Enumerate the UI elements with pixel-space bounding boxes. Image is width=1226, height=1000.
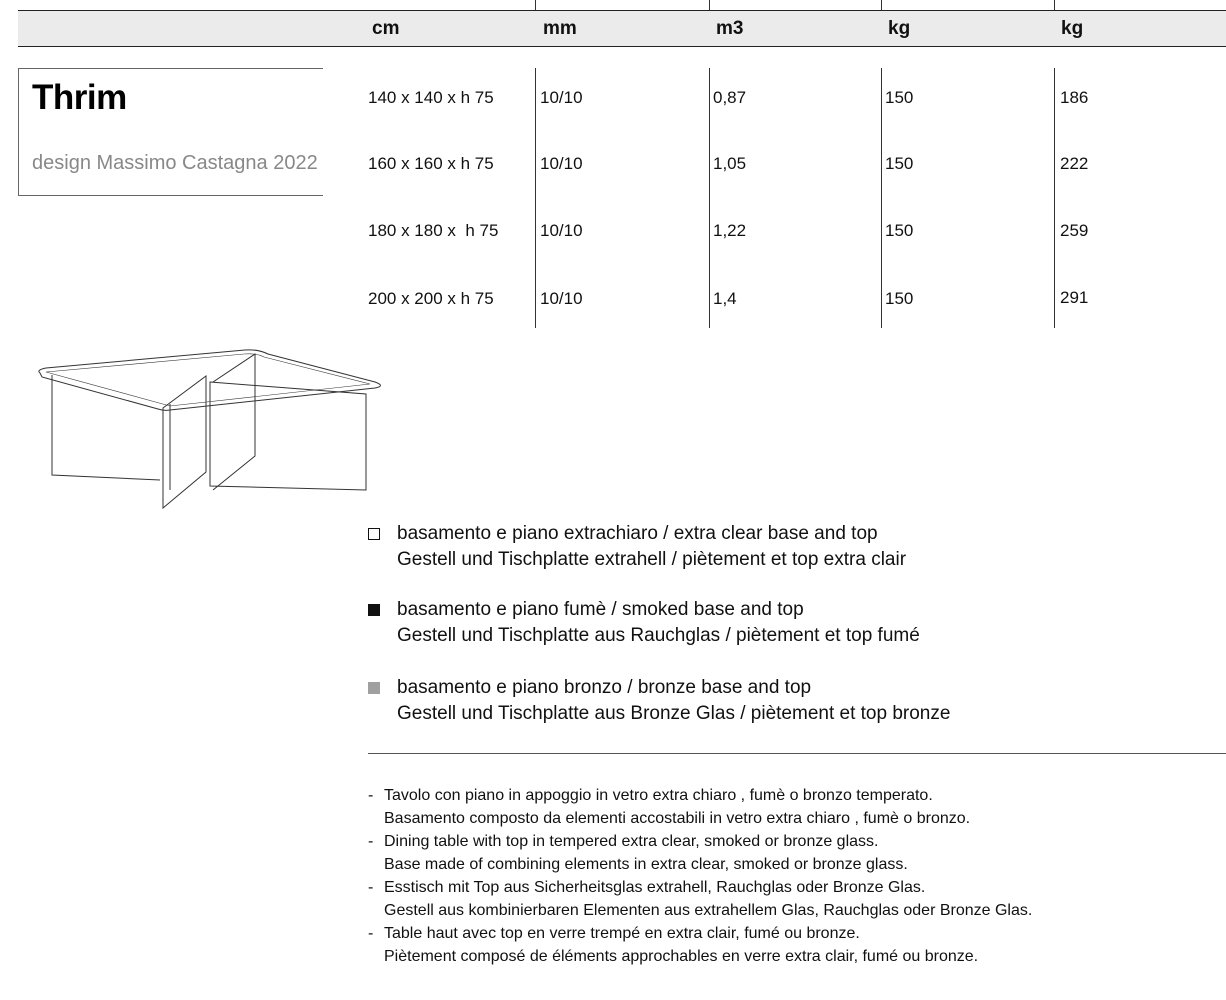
table-cell: 1,22 xyxy=(713,221,747,240)
note-line: Base made of combining elements in extra clear, smoked or bronze glass. xyxy=(384,856,908,873)
table-cell: 150 xyxy=(885,221,914,240)
product-designer: design Massimo Castagna 2022 xyxy=(32,152,318,174)
column-stub xyxy=(1054,0,1055,10)
table-drawing xyxy=(30,340,390,520)
note-line: Piètement composé de éléments approchables en verre extra clair, fumé ou bronze. xyxy=(384,948,979,965)
column-stub xyxy=(709,0,710,10)
table-cell: 140 x 140 x h 75 xyxy=(368,88,494,107)
unit-header-mm: mm xyxy=(543,18,577,39)
column-divider xyxy=(1054,68,1055,328)
finish-line: Gestell und Tischplatte extrahell / piètement et top extra clair xyxy=(397,549,907,570)
swatch-clear-icon xyxy=(368,528,380,540)
column-stub xyxy=(881,0,882,10)
table-cell: 1,4 xyxy=(713,289,737,308)
table-cell: 259 xyxy=(1060,221,1089,240)
table-cell: 150 xyxy=(885,154,914,173)
column-stub xyxy=(535,0,536,10)
swatch-smoked-icon xyxy=(368,604,380,616)
note-line: - Tavolo con piano in appoggio in vetro extra chiaro , fumè o bronzo temperato. xyxy=(368,787,933,804)
finish-line: basamento e piano fumè / smoked base and top xyxy=(397,599,804,620)
column-divider xyxy=(881,68,882,328)
table-cell: 186 xyxy=(1060,88,1089,107)
column-divider xyxy=(709,68,710,328)
product-notes xyxy=(368,785,1032,969)
section-divider xyxy=(368,753,1226,754)
table-cell: 180 x 180 x h 75 xyxy=(368,221,499,240)
table-cell: 1,05 xyxy=(713,154,747,173)
unit-header-m3: m3 xyxy=(716,18,744,39)
finish-line: basamento e piano extrachiaro / extra clear base and top xyxy=(397,523,878,544)
note-line: - Dining table with top in tempered extra clear, smoked or bronze glass. xyxy=(368,833,879,850)
note-line: - Esstisch mit Top aus Sicherheitsglas extrahell, Rauchglas oder Bronze Glas. xyxy=(368,879,926,896)
table-cell: 291 xyxy=(1060,288,1089,307)
finish-line: Gestell und Tischplatte aus Bronze Glas / piètement et top bronze xyxy=(397,703,951,724)
units-header xyxy=(18,10,1226,47)
unit-header-kg-2: kg xyxy=(1061,18,1084,39)
table-cell: 150 xyxy=(885,88,914,107)
table-cell: 222 xyxy=(1060,154,1089,173)
unit-header-kg-1: kg xyxy=(888,18,911,39)
note-line: - Table haut avec top en verre trempé en extra clair, fumé ou bronze. xyxy=(368,925,860,942)
swatch-bronze-icon xyxy=(368,682,380,694)
column-divider xyxy=(535,68,536,328)
table-cell: 0,87 xyxy=(713,88,747,107)
table-cell: 10/10 xyxy=(540,221,583,240)
table-cell: 10/10 xyxy=(540,88,583,107)
table-cell: 10/10 xyxy=(540,289,583,308)
note-line: Gestell aus kombinierbaren Elementen aus extrahellem Glas, Rauchglas oder Bronze Glas. xyxy=(384,902,1033,919)
table-cell: 150 xyxy=(885,289,914,308)
finish-line: Gestell und Tischplatte aus Rauchglas / piètement et top fumé xyxy=(397,625,920,646)
table-cell: 160 x 160 x h 75 xyxy=(368,154,494,173)
table-cell: 10/10 xyxy=(540,154,583,173)
note-line: Basamento composto da elementi accostabili in vetro extra chiaro , fumè o bronzo. xyxy=(384,810,971,827)
unit-header-cm: cm xyxy=(372,18,400,39)
finish-line: basamento e piano bronzo / bronze base and top xyxy=(397,677,812,698)
table-cell: 200 x 200 x h 75 xyxy=(368,289,494,308)
product-name: Thrim xyxy=(32,78,127,117)
